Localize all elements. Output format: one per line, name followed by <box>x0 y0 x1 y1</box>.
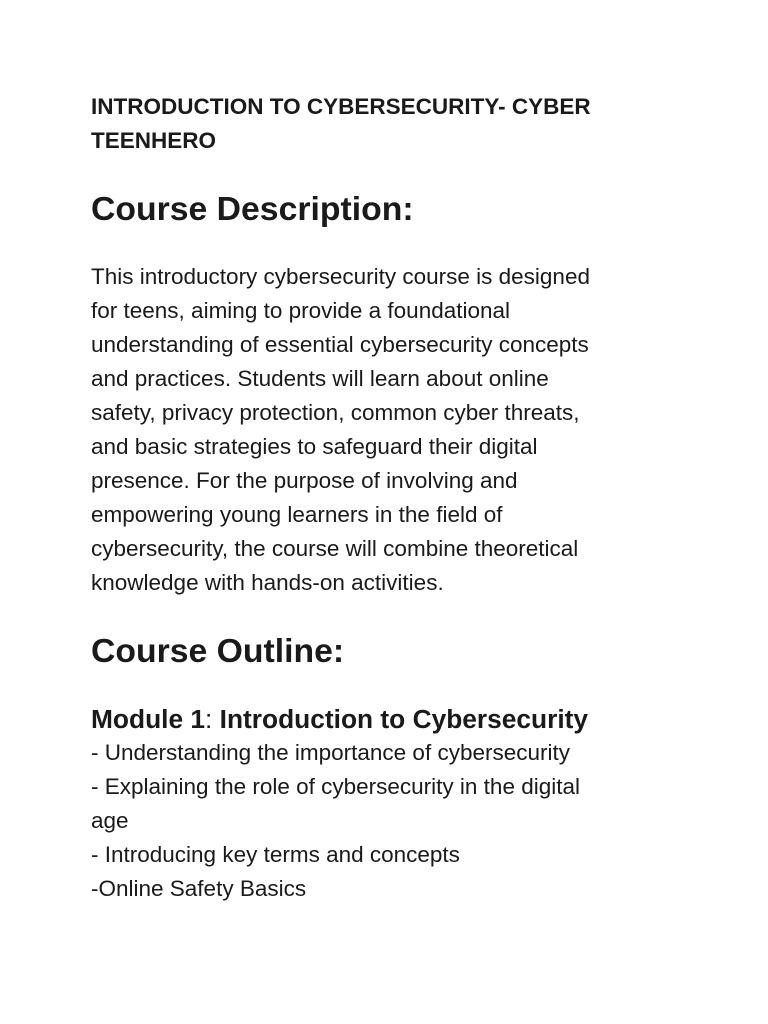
bullet-line: - Explaining the role of cybersecurity in the digital <box>91 774 581 799</box>
course-outline-heading: Course Outline: <box>91 632 345 670</box>
description-line: knowledge with hands-on activities. <box>91 570 444 595</box>
description-line: safety, privacy protection, common cyber threats, <box>91 400 580 425</box>
title-line-2: TEENHERO <box>91 128 217 153</box>
description-line: presence. For the purpose of involving and <box>91 468 518 493</box>
description-line: and basic strategies to safeguard their digital <box>91 434 538 459</box>
module-1-heading <box>91 702 691 736</box>
title-line-1: INTRODUCTION TO CYBERSECURITY- CYBER <box>91 94 591 119</box>
course-description-heading: Course Description: <box>91 190 414 228</box>
description-line: This introductory cybersecurity course is designed <box>91 264 590 289</box>
description-line: cybersecurity, the course will combine theoretical <box>91 536 579 561</box>
bullet-line: - Introducing key terms and concepts <box>91 842 460 867</box>
description-line: understanding of essential cybersecurity concepts <box>91 332 589 357</box>
course-description-paragraph <box>91 260 691 600</box>
module-1-title: Introduction to Cybersecurity <box>219 704 589 734</box>
description-line: empowering young learners in the field of <box>91 502 503 527</box>
bullet-line: -Online Safety Basics <box>91 876 307 901</box>
document-content <box>91 90 691 906</box>
module-1-bullets <box>91 736 691 906</box>
description-line: for teens, aiming to provide a foundational <box>91 298 511 323</box>
module-1-separator: : <box>205 704 213 734</box>
description-line: and practices. Students will learn about online <box>91 366 549 391</box>
document-title <box>91 90 691 158</box>
module-1-label: Module 1 <box>91 704 206 734</box>
bullet-line: - Understanding the importance of cybersecurity <box>91 740 570 765</box>
bullet-line: age <box>91 808 129 833</box>
